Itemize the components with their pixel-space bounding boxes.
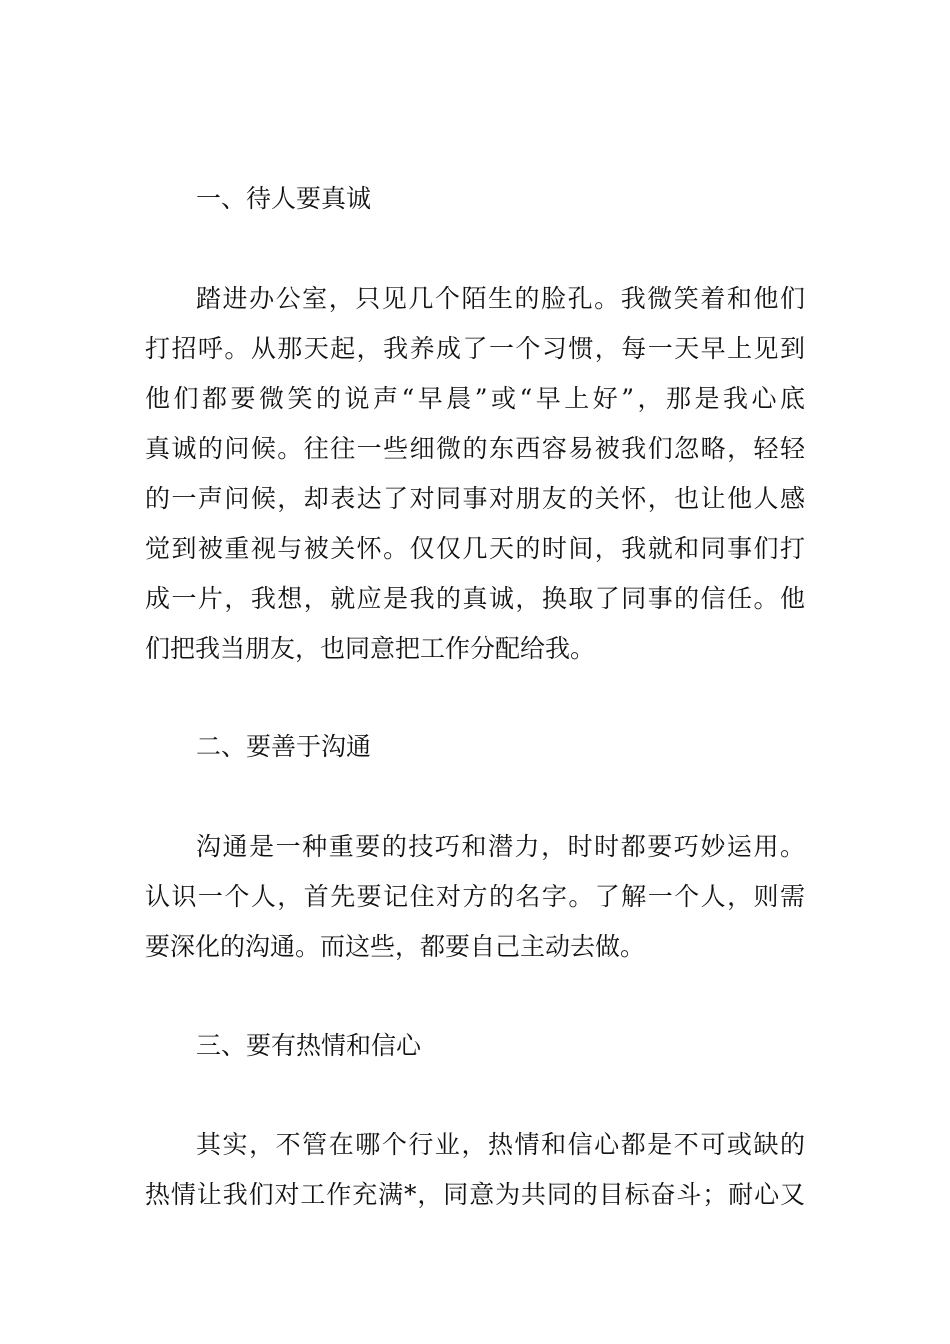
section-heading: 二、要善于沟通 <box>196 732 372 761</box>
paragraph-line: 的一声问候，却表达了对同事对朋友的关怀，也让他人感 <box>145 484 805 513</box>
paragraph-line: 要深化的沟通。而这些，都要自己主动去做。 <box>145 932 646 961</box>
paragraph-line: 成一片，我想，就应是我的真诚，换取了同事的信任。他 <box>145 584 805 613</box>
paragraph-line: 真诚的问候。往往一些细微的东西容易被我们忽略，轻轻 <box>145 434 805 463</box>
section-heading: 一、待人要真诚 <box>196 184 372 213</box>
paragraph-line: 觉到被重视与被关怀。仅仅几天的时间，我就和同事们打 <box>145 534 805 563</box>
paragraph-line: 打招呼。从那天起，我养成了一个习惯，每一天早上见到 <box>145 334 805 363</box>
section-heading: 三、要有热情和信心 <box>196 1031 422 1060</box>
paragraph-line: 沟通是一种重要的技巧和潜力，时时都要巧妙运用。 <box>196 832 805 861</box>
paragraph-line: 其实，不管在哪个行业，热情和信心都是不可或缺的 <box>196 1130 805 1159</box>
paragraph-line: 们把我当朋友，也同意把工作分配给我。 <box>145 634 596 663</box>
paragraph-line: 热情让我们对工作充满*，同意为共同的目标奋斗；耐心又 <box>145 1180 805 1209</box>
paragraph-line: 他们都要微笑的说声“早晨”或“早上好”，那是我心底 <box>145 384 805 413</box>
paragraph-line: 认识一个人，首先要记住对方的名字。了解一个人，则需 <box>145 882 805 911</box>
paragraph <box>145 822 805 972</box>
paragraph <box>145 1120 805 1220</box>
paragraph-line: 踏进办公室，只见几个陌生的脸孔。我微笑着和他们 <box>196 284 805 313</box>
paragraph <box>145 274 805 674</box>
